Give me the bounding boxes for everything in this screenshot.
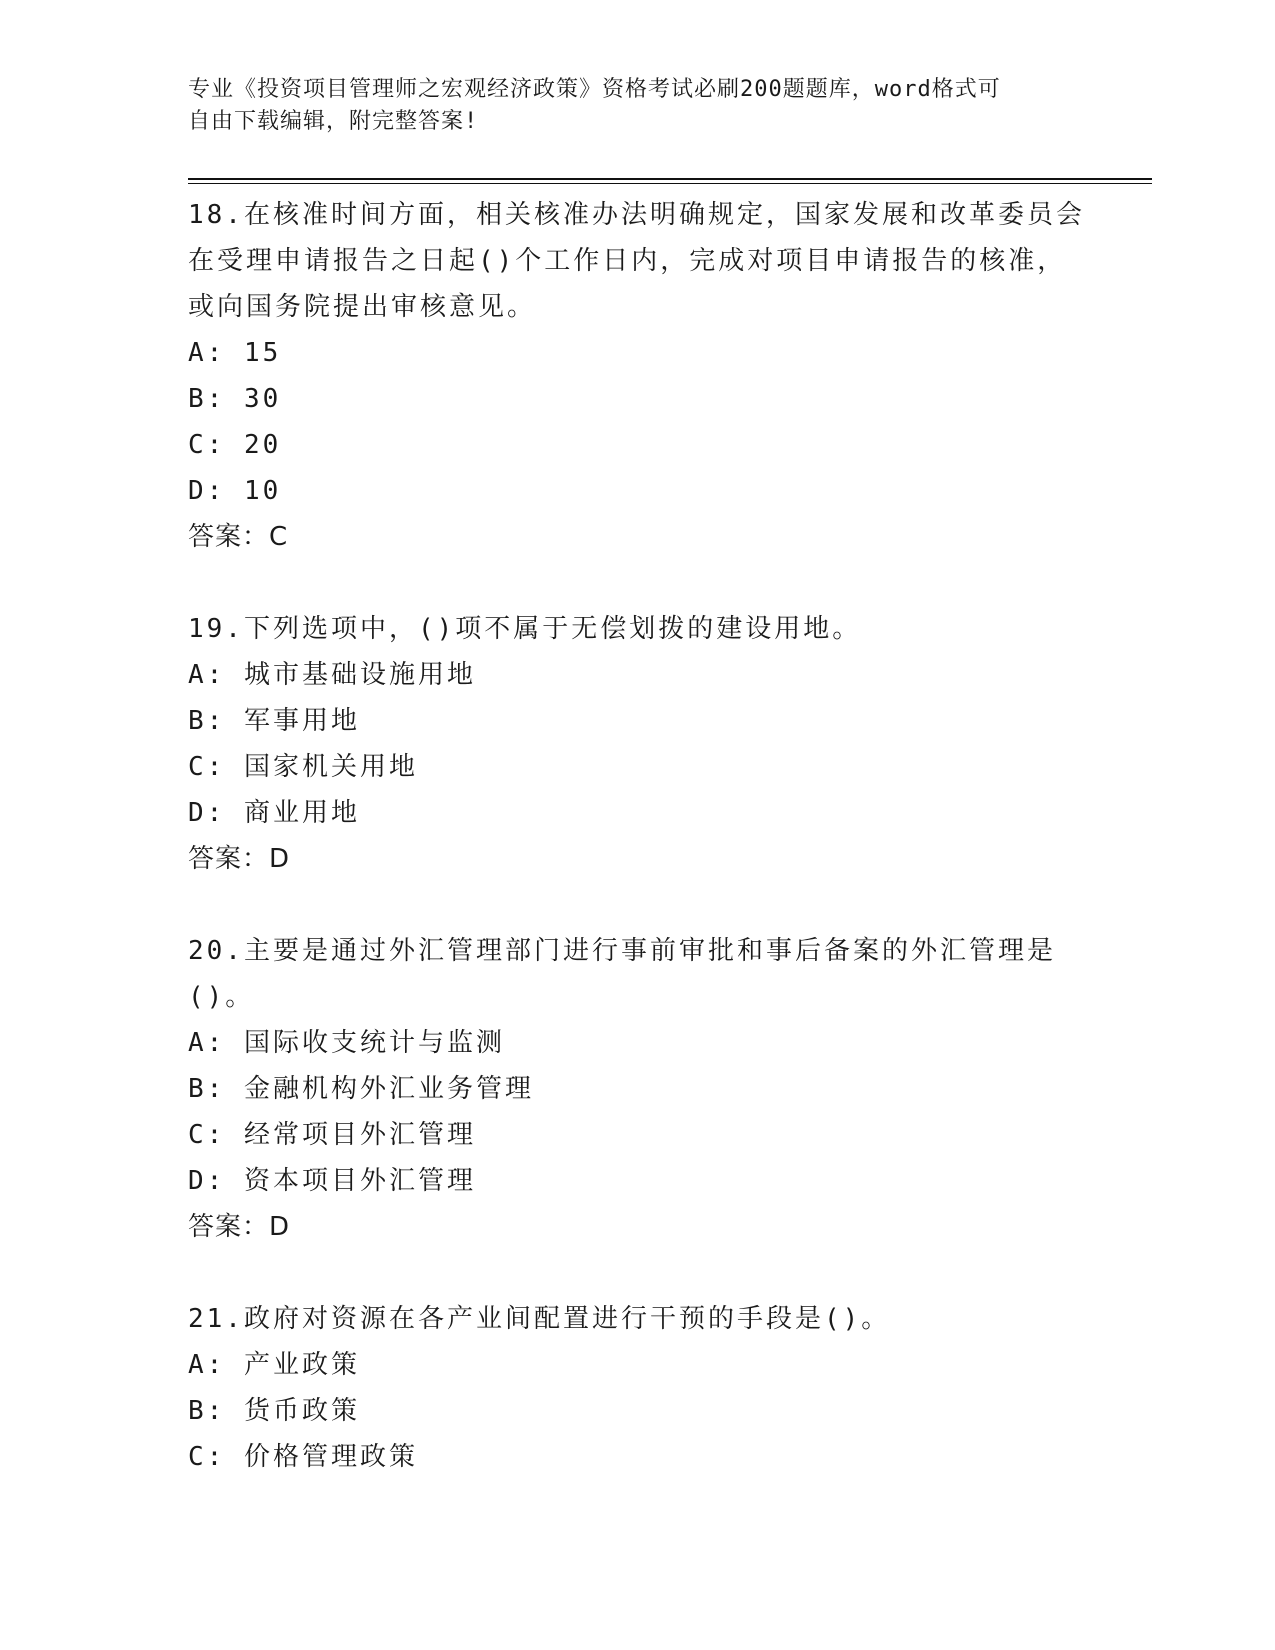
option-b: B: 30 [188, 384, 282, 414]
option-c: C: 20 [188, 430, 282, 460]
question-text: 18.在核准时间方面，相关核准办法明确规定，国家发展和改革委员会在受理申请报告之日起()个工作日内，完成对项目申请报告的核准，或向国务院提出审核意见。 [188, 200, 1085, 322]
option-a: A: 15 [188, 338, 282, 368]
question-list [188, 192, 1088, 1526]
option-d: D: 10 [188, 476, 282, 506]
option-d: D: 商业用地 [188, 798, 360, 828]
option-a: A: 国际收支统计与监测 [188, 1028, 505, 1058]
option-b: B: 金融机构外汇业务管理 [188, 1074, 534, 1104]
option-c: C: 价格管理政策 [188, 1442, 418, 1472]
answer-line: 答案：D [188, 1212, 291, 1242]
question-text: 19.下列选项中，()项不属于无偿划拨的建设用地。 [188, 614, 862, 644]
option-d: D: 资本项目外汇管理 [188, 1166, 476, 1196]
question-item [188, 192, 1088, 560]
option-c: C: 经常项目外汇管理 [188, 1120, 476, 1150]
header-line-2: 自由下载编辑，附完整答案! [188, 109, 479, 134]
question-text: 20.主要是通过外汇管理部门进行事前审批和事后备案的外汇管理是()。 [188, 936, 1056, 1012]
header-line-1: 专业《投资项目管理师之宏观经济政策》资格考试必刷200题题库，word格式可 [188, 77, 1001, 102]
option-b: B: 货币政策 [188, 1396, 360, 1426]
option-a: A: 城市基础设施用地 [188, 660, 476, 690]
question-item [188, 1296, 1088, 1480]
header-divider-thin [188, 183, 1152, 184]
question-text: 21.政府对资源在各产业间配置进行干预的手段是()。 [188, 1304, 891, 1334]
option-b: B: 军事用地 [188, 706, 360, 736]
question-item [188, 606, 1088, 882]
document-header [188, 74, 1088, 138]
header-divider-thick [188, 178, 1152, 180]
option-a: A: 产业政策 [188, 1350, 360, 1380]
answer-line: 答案：D [188, 844, 291, 874]
question-item [188, 928, 1088, 1250]
option-c: C: 国家机关用地 [188, 752, 418, 782]
answer-line: 答案：C [188, 522, 289, 552]
